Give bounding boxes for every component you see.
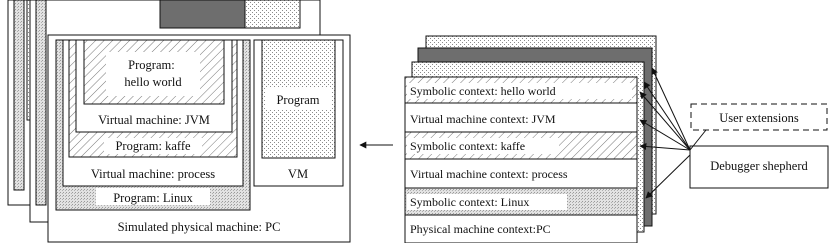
label-simulated-pc: Simulated physical machine: PC: [117, 220, 281, 234]
label-ctx4: Virtual machine context: process: [410, 167, 568, 181]
label-debugger-shepherd: Debugger shepherd: [710, 159, 808, 173]
hello-world-line1: Program:: [128, 58, 175, 72]
label-vm-jvm: Virtual machine: JVM: [98, 113, 210, 127]
hello-world-line2: hello world: [124, 75, 182, 89]
label-vm-process: Virtual machine: process: [90, 167, 216, 181]
label-ctx1: Symbolic context: hello world: [410, 84, 556, 98]
label-ctx3: Symbolic context: kaffe: [410, 139, 526, 153]
label-ctx6: Physical machine context:PC: [410, 222, 551, 236]
label-program-linux: Program: Linux: [113, 191, 193, 205]
label-vm-program: Program: [276, 93, 320, 107]
label-program-kaffe: Program: kaffe: [115, 139, 191, 153]
label-ctx5: Symbolic context: Linux: [410, 195, 530, 209]
label-ctx2: Virtual machine context: JVM: [410, 112, 556, 126]
label-user-extensions: User extensions: [719, 111, 799, 125]
label-vm: VM: [287, 167, 309, 181]
left-front-stack: [48, 35, 350, 242]
context-stack: [405, 77, 637, 243]
